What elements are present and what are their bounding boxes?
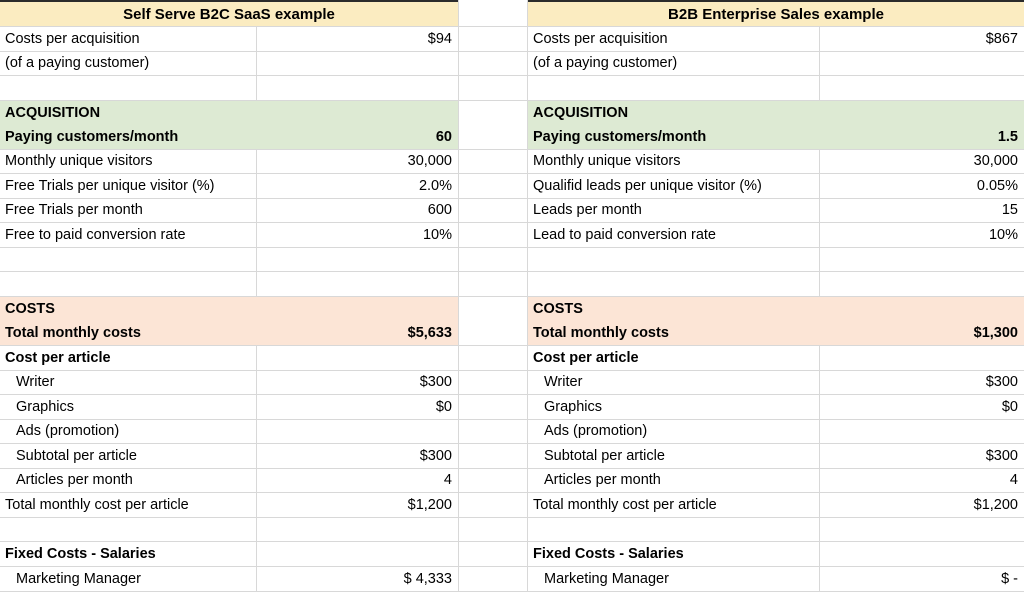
right-value-cell[interactable] [820, 297, 1024, 322]
right-value-cell[interactable] [820, 52, 1024, 77]
right-label-cell[interactable]: Articles per month [528, 469, 820, 494]
left-value-cell[interactable]: $1,200 [257, 493, 458, 518]
left-value-cell[interactable]: 60 [257, 125, 458, 150]
right-value-cell[interactable]: $1,300 [820, 322, 1024, 347]
left-label-cell[interactable] [0, 248, 257, 273]
right-table-title[interactable]: B2B Enterprise Sales example [528, 0, 1024, 27]
left-value-cell[interactable]: 30,000 [257, 150, 458, 175]
right-value-cell[interactable]: $300 [820, 371, 1024, 396]
right-value-cell[interactable]: 15 [820, 199, 1024, 224]
right-label-cell[interactable]: Fixed Costs - Salaries [528, 542, 820, 567]
right-value-cell[interactable] [820, 248, 1024, 273]
right-label-cell[interactable]: Monthly unique visitors [528, 150, 820, 175]
right-label-cell[interactable]: Leads per month [528, 199, 820, 224]
left-label-cell[interactable]: (of a paying customer) [0, 52, 257, 77]
right-label-cell[interactable] [528, 248, 820, 273]
left-label-cell[interactable] [0, 76, 257, 101]
right-label-cell[interactable]: Cost per article [528, 346, 820, 371]
left-value-cell[interactable] [257, 518, 458, 543]
right-value-cell[interactable]: $1,200 [820, 493, 1024, 518]
right-label-cell[interactable]: Subtotal per article [528, 444, 820, 469]
gap-cell[interactable] [458, 518, 528, 543]
gap-cell[interactable] [458, 27, 528, 52]
left-label-cell[interactable]: Monthly unique visitors [0, 150, 257, 175]
right-label-cell[interactable]: Writer [528, 371, 820, 396]
left-value-cell[interactable]: $0 [257, 395, 458, 420]
left-label-cell[interactable]: Articles per month [0, 469, 257, 494]
left-value-cell[interactable] [257, 248, 458, 273]
left-value-cell[interactable]: $5,633 [257, 322, 458, 347]
gap-cell[interactable] [458, 346, 528, 371]
right-value-cell[interactable] [820, 542, 1024, 567]
left-label-cell[interactable]: Free to paid conversion rate [0, 223, 257, 248]
gap-cell[interactable] [458, 174, 528, 199]
left-label-cell[interactable]: Subtotal per article [0, 444, 257, 469]
left-label-cell[interactable]: Ads (promotion) [0, 420, 257, 445]
gap-cell[interactable] [458, 395, 528, 420]
left-value-cell[interactable]: 4 [257, 469, 458, 494]
gap-cell[interactable] [458, 272, 528, 297]
left-label-cell[interactable] [0, 272, 257, 297]
left-value-cell[interactable]: 600 [257, 199, 458, 224]
right-value-cell[interactable]: $867 [820, 27, 1024, 52]
gap-cell[interactable] [458, 76, 528, 101]
left-value-cell[interactable] [257, 420, 458, 445]
left-value-cell[interactable] [257, 272, 458, 297]
right-value-cell[interactable] [820, 101, 1024, 126]
right-label-cell[interactable]: Qualifid leads per unique visitor (%) [528, 174, 820, 199]
right-label-cell[interactable]: Total monthly cost per article [528, 493, 820, 518]
right-label-cell[interactable]: Marketing Manager [528, 567, 820, 592]
left-value-cell[interactable]: 2.0% [257, 174, 458, 199]
left-value-cell[interactable]: $300 [257, 444, 458, 469]
right-value-cell[interactable]: 4 [820, 469, 1024, 494]
right-value-cell[interactable]: $0 [820, 395, 1024, 420]
gap-cell[interactable] [458, 297, 528, 322]
left-label-cell[interactable]: Free Trials per unique visitor (%) [0, 174, 257, 199]
right-label-cell[interactable]: Ads (promotion) [528, 420, 820, 445]
gap-cell[interactable] [458, 493, 528, 518]
right-label-cell[interactable] [528, 272, 820, 297]
left-value-cell[interactable]: $300 [257, 371, 458, 396]
left-label-cell[interactable]: Costs per acquisition [0, 27, 257, 52]
right-value-cell[interactable]: 30,000 [820, 150, 1024, 175]
left-label-cell[interactable]: Graphics [0, 395, 257, 420]
right-label-cell[interactable]: Costs per acquisition [528, 27, 820, 52]
right-label-cell[interactable]: Total monthly costs [528, 322, 820, 347]
left-label-cell[interactable]: Cost per article [0, 346, 257, 371]
gap-cell[interactable] [458, 322, 528, 347]
right-value-cell[interactable] [820, 346, 1024, 371]
gap-cell[interactable] [458, 199, 528, 224]
gap-cell[interactable] [458, 542, 528, 567]
left-label-cell[interactable]: Marketing Manager [0, 567, 257, 592]
right-label-cell[interactable]: Lead to paid conversion rate [528, 223, 820, 248]
right-value-cell[interactable]: 10% [820, 223, 1024, 248]
right-value-cell[interactable]: 0.05% [820, 174, 1024, 199]
left-value-cell[interactable]: $94 [257, 27, 458, 52]
gap-cell[interactable] [458, 223, 528, 248]
left-value-cell[interactable] [257, 542, 458, 567]
left-label-cell[interactable]: Writer [0, 371, 257, 396]
left-label-cell[interactable]: Paying customers/month [0, 125, 257, 150]
gap-cell[interactable] [458, 248, 528, 273]
right-label-cell[interactable] [528, 76, 820, 101]
left-value-cell[interactable]: 10% [257, 223, 458, 248]
right-label-cell[interactable]: Graphics [528, 395, 820, 420]
gap-cell[interactable] [458, 101, 528, 126]
right-label-cell[interactable] [528, 518, 820, 543]
right-value-cell[interactable]: $ - [820, 567, 1024, 592]
left-label-cell[interactable] [0, 518, 257, 543]
right-label-cell[interactable]: COSTS [528, 297, 820, 322]
gap-cell[interactable] [458, 371, 528, 396]
gap-cell[interactable] [458, 420, 528, 445]
right-value-cell[interactable]: 1.5 [820, 125, 1024, 150]
gap-cell[interactable] [458, 52, 528, 77]
gap-cell[interactable] [458, 567, 528, 592]
left-label-cell[interactable]: Fixed Costs - Salaries [0, 542, 257, 567]
left-label-cell[interactable]: Free Trials per month [0, 199, 257, 224]
left-value-cell[interactable]: $ 4,333 [257, 567, 458, 592]
gap-cell[interactable] [458, 444, 528, 469]
right-value-cell[interactable]: $300 [820, 444, 1024, 469]
left-value-cell[interactable] [257, 76, 458, 101]
right-value-cell[interactable] [820, 420, 1024, 445]
left-value-cell[interactable] [257, 297, 458, 322]
right-label-cell[interactable]: (of a paying customer) [528, 52, 820, 77]
right-label-cell[interactable]: ACQUISITION [528, 101, 820, 126]
right-value-cell[interactable] [820, 76, 1024, 101]
gap-cell[interactable] [458, 125, 528, 150]
right-value-cell[interactable] [820, 272, 1024, 297]
left-label-cell[interactable]: Total monthly cost per article [0, 493, 257, 518]
left-value-cell[interactable] [257, 101, 458, 126]
left-table-title[interactable]: Self Serve B2C SaaS example [0, 0, 458, 27]
left-label-cell[interactable]: COSTS [0, 297, 257, 322]
left-label-cell[interactable]: Total monthly costs [0, 322, 257, 347]
gap-cell[interactable] [458, 469, 528, 494]
left-value-cell[interactable] [257, 52, 458, 77]
left-value-cell[interactable] [257, 346, 458, 371]
right-value-cell[interactable] [820, 518, 1024, 543]
gap-cell[interactable] [458, 0, 528, 27]
left-label-cell[interactable]: ACQUISITION [0, 101, 257, 126]
right-label-cell[interactable]: Paying customers/month [528, 125, 820, 150]
gap-cell[interactable] [458, 150, 528, 175]
